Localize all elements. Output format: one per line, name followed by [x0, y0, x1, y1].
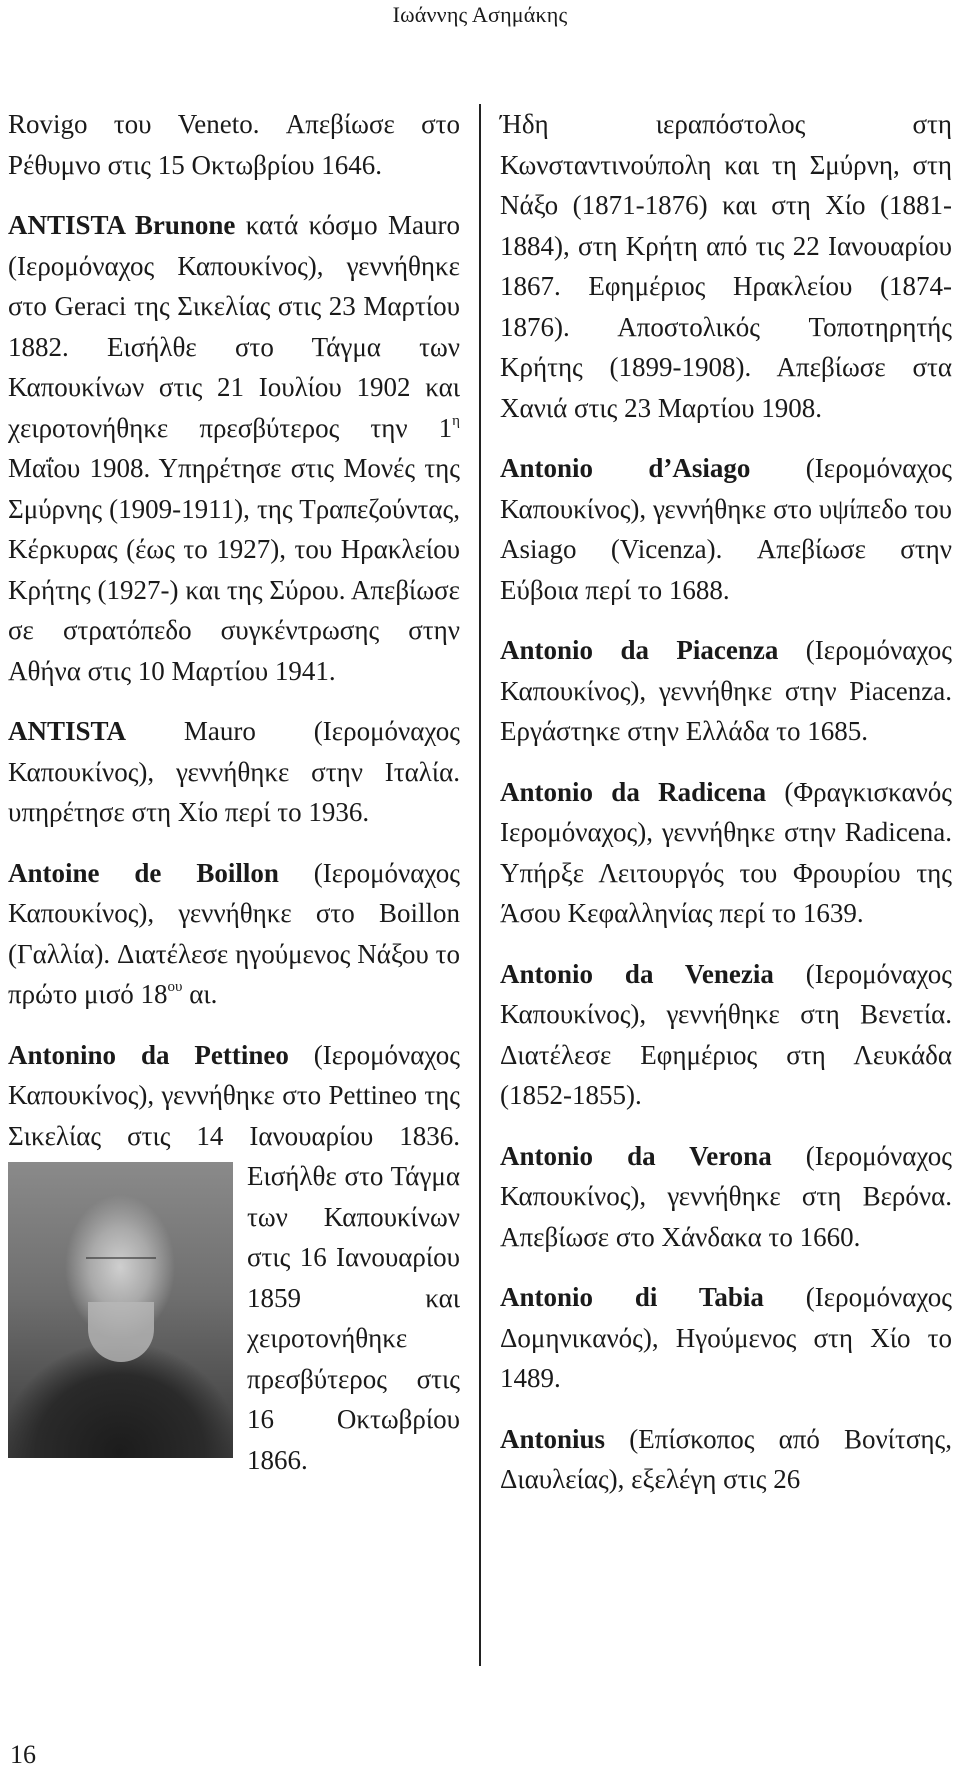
entry-antoine-de-boillon [8, 853, 460, 1015]
left-column [8, 104, 460, 1480]
portrait-glasses [86, 1257, 156, 1273]
entry-text: (Ιερομόναχος Καπουκίνος), γεννήθηκε στο Boillon (Γαλλία). Διατέλεσε ηγούμενος Νάξου το πρώτο μισό 18 [8, 857, 460, 1009]
entry-name: Antonio da Verona [500, 1140, 772, 1171]
entry-antonio-da-venezia [500, 954, 952, 1116]
entry-antonius [500, 1419, 952, 1500]
entry-name: Antonio da Radicena [500, 776, 767, 807]
entry-name: ANTISTA Brunone [8, 210, 236, 240]
entry-text-wrapped: Εισήλθε στο Τάγμα των Καπουκίνων στις 16 Ιανουαρίου 1859 και χειροτονήθηκε πρεσβύτερος στις 16 Οκτωβρίου 1866. [247, 1161, 460, 1475]
entry-name: ANTISTA [8, 716, 127, 746]
entry-antonio-da-verona [500, 1136, 952, 1258]
column-divider [479, 104, 481, 1666]
entry-text: Ήδη ιεραπόστολος στη Κωνσταντινούπολη και τη Σμύρνη, στη Νάξο (1871-1876) και στη Χίο (1881-1884), στη Κρήτη από τις 22 Ιανουαρίου 1867. Εφημέριος Ηρακλείου (1874-1876). Αποστολικός Τοποτηρητής Κρήτης (1899-1908). Απεβίωσε στα Χανιά στις 23 Μαρτίου 1908. [500, 109, 952, 423]
entry-text: αι. [182, 979, 218, 1009]
entry-rovigo-continuation [8, 104, 460, 185]
superscript: η [452, 412, 460, 429]
entry-text: Rovigo του Veneto. Απεβίωσε στο Ρέθυμνο στις 15 Οκτωβρίου 1646. [8, 109, 460, 180]
entry-text: (Ιερομόναχος Καπουκίνος), γεννήθηκε στο Pettineo της Σικελίας στις 14 Ιανουαρίου 1836. [8, 1039, 460, 1151]
running-header: Ιωάννης Ασημάκης [392, 2, 568, 27]
entry-text: (Ιερομόναχος Καπουκίνος), γεννήθηκε στο υψίπεδο του Asiago (Vicenza). Απεβίωσε στην Εύβοια περί το 1688. [500, 453, 952, 605]
superscript: ου [167, 979, 183, 995]
entry-text: (Ιερομόναχος Καπουκίνος), γεννήθηκε στη Βενετία. Διατέλεσε Εφημέριος στη Λευκάδα (1852-1855). [500, 958, 952, 1110]
entry-text: (Ιερομόναχος Καπουκίνος), γεννήθηκε στην Piacenza. Εργάστηκε στην Ελλάδα το 1685. [500, 635, 952, 746]
portrait-photo [8, 1162, 233, 1458]
entry-antonio-da-piacenza [500, 630, 952, 752]
entry-antonio-di-tabia [500, 1277, 952, 1399]
entry-text: (Επίσκοπος από Βονίτσης, Διαυλείας), εξελέγη στις 26 [500, 1423, 952, 1494]
entry-antista-mauro [8, 711, 460, 833]
entry-antonino-da-pettineo [8, 1035, 460, 1481]
page-number: 16 [10, 1740, 36, 1769]
entry-antista-brunone [8, 205, 460, 691]
entry-antonio-da-radicena [500, 772, 952, 934]
right-column [500, 104, 952, 1500]
entry-text: (Ιερομόναχος Καπουκίνος), γεννήθηκε στη Βερόνα. Απεβίωσε στο Χάνδακα το 1660. [500, 1140, 952, 1252]
entry-continuation [500, 104, 952, 428]
portrait-beard [88, 1302, 154, 1362]
entry-text: Mauro (Ιερομόναχος Καπουκίνος), γεννήθηκε στην Ιταλία. υπηρέτησε στη Χίο περί το 1936. [8, 716, 460, 827]
entry-antonio-d-asiago [500, 448, 952, 610]
entry-name: Antonio d’Asiago [500, 453, 751, 483]
entry-name: Antonio da Piacenza [500, 635, 779, 665]
entry-text: (Ιερομόναχος Δομηνικανός), Ηγούμενος στη Χίο το 1489. [500, 1282, 952, 1393]
entry-text: Μαΐου 1908. Υπηρέτησε στις Μονές της Σμύρνης (1909-1911), της Τραπεζούντας, Κέρκυρας (έως το 1927), του Ηρακλείου Κρήτης (1927-) και της Σύρου. Απεβίωσε σε στρατόπεδο συγκέντρωσης στην Αθήνα στις 10 Μαρτίου 1941. [8, 453, 460, 686]
entry-name: Antonino da Pettineo [8, 1039, 289, 1070]
entry-text: (Φραγκισκανός Ιερομόναχος), γεννήθηκε στην Radicena. Υπήρξε Λειτουργός του Φρουρίου της Άσου Κεφαλληνίας περί το 1639. [500, 776, 952, 928]
entry-name: Antonio da Venezia [500, 958, 774, 989]
entry-name: Antoine de Boillon [8, 857, 279, 888]
entry-name: Antonius [500, 1423, 606, 1454]
entry-text: κατά κόσμο Mauro (Ιερομόναχος Καπουκίνος), γεννήθηκε στο Geraci της Σικελίας στις 23 Μαρτίου 1882. Εισήλθε στο Τάγμα των Καπουκίνων στις 21 Ιουλίου 1902 και χειροτονήθηκε πρεσβύτερος την 1 [8, 210, 460, 443]
entry-name: Antonio di Tabia [500, 1282, 764, 1312]
